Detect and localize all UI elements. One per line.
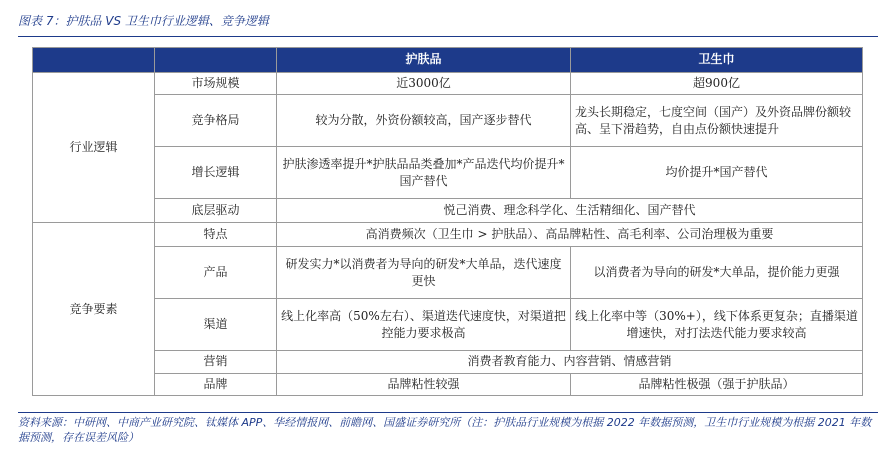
cell-skincare-market-size: 近3000亿 (277, 73, 571, 95)
row-label-channel: 渠道 (155, 299, 277, 351)
source-note: 资料来源：中研网、中商产业研究院、钛媒体 APP、华经情报网、前瞻网、国盛证券研究所（注：护肤品行业规模为根据 2022 年数据预测，卫生巾行业规模为根据 2021 年数据预测，存在误差风险） (18, 416, 872, 444)
cell-skincare-product: 研发实力*以消费者为导向的研发*大单品，迭代速度更快 (277, 247, 571, 299)
table-row (33, 199, 863, 223)
row-label-growth-logic: 增长逻辑 (155, 147, 277, 199)
cell-pad-growth-logic: 均价提升*国产替代 (571, 147, 863, 199)
table-row (33, 223, 863, 247)
row-label-competition-pattern: 竞争格局 (155, 95, 277, 147)
row-label-features: 特点 (155, 223, 277, 247)
group-competition-factors: 竞争要素 (33, 223, 155, 396)
cell-pad-market-size: 超900亿 (571, 73, 863, 95)
header-blank-1 (33, 48, 155, 73)
cell-merged-marketing: 消费者教育能力、内容营销、情感营销 (277, 351, 863, 373)
header-row (33, 48, 863, 73)
row-label-market-size: 市场规模 (155, 73, 277, 95)
row-label-marketing: 营销 (155, 351, 277, 373)
cell-merged-features: 高消费频次（卫生巾 > 护肤品）、高品牌粘性、高毛利率、公司治理极为重要 (277, 223, 863, 247)
caption-divider (18, 36, 878, 37)
row-label-product: 产品 (155, 247, 277, 299)
table-row (33, 95, 863, 147)
cell-merged-underlying-driver: 悦己消费、理念科学化、生活精细化、国产替代 (277, 199, 863, 223)
source-divider (18, 412, 878, 413)
header-skincare: 护肤品 (277, 48, 571, 73)
row-label-underlying-driver: 底层驱动 (155, 199, 277, 223)
row-label-brand: 品牌 (155, 373, 277, 395)
table-row (33, 147, 863, 199)
table-row (33, 351, 863, 373)
cell-skincare-competition-pattern: 较为分散，外资份额较高，国产逐步替代 (277, 95, 571, 147)
cell-skincare-channel: 线上化率高（50%左右）、渠道迭代速度快，对渠道把控能力要求极高 (277, 299, 571, 351)
cell-skincare-brand: 品牌粘性较强 (277, 373, 571, 395)
header-sanitary-pad: 卫生巾 (571, 48, 863, 73)
table-row (33, 73, 863, 95)
header-blank-2 (155, 48, 277, 73)
cell-pad-competition-pattern: 龙头长期稳定，七度空间（国产）及外资品牌份额较高、呈下滑趋势，自由点份额快速提升 (571, 95, 863, 147)
cell-pad-brand: 品牌粘性极强（强于护肤品） (571, 373, 863, 395)
table-row (33, 299, 863, 351)
comparison-table (32, 47, 863, 396)
cell-skincare-growth-logic: 护肤渗透率提升*护肤品品类叠加*产品迭代均价提升*国产替代 (277, 147, 571, 199)
group-industry-logic: 行业逻辑 (33, 73, 155, 223)
cell-pad-channel: 线上化率中等（30%+），线下体系更复杂；直播渠道增速快，对打法迭代能力要求较高 (571, 299, 863, 351)
table-row (33, 247, 863, 299)
figure-caption: 图表 7：护肤品 VS 卫生巾行业逻辑、竞争逻辑 (18, 14, 269, 28)
cell-pad-product: 以消费者为导向的研发*大单品，提价能力更强 (571, 247, 863, 299)
table-row (33, 373, 863, 395)
